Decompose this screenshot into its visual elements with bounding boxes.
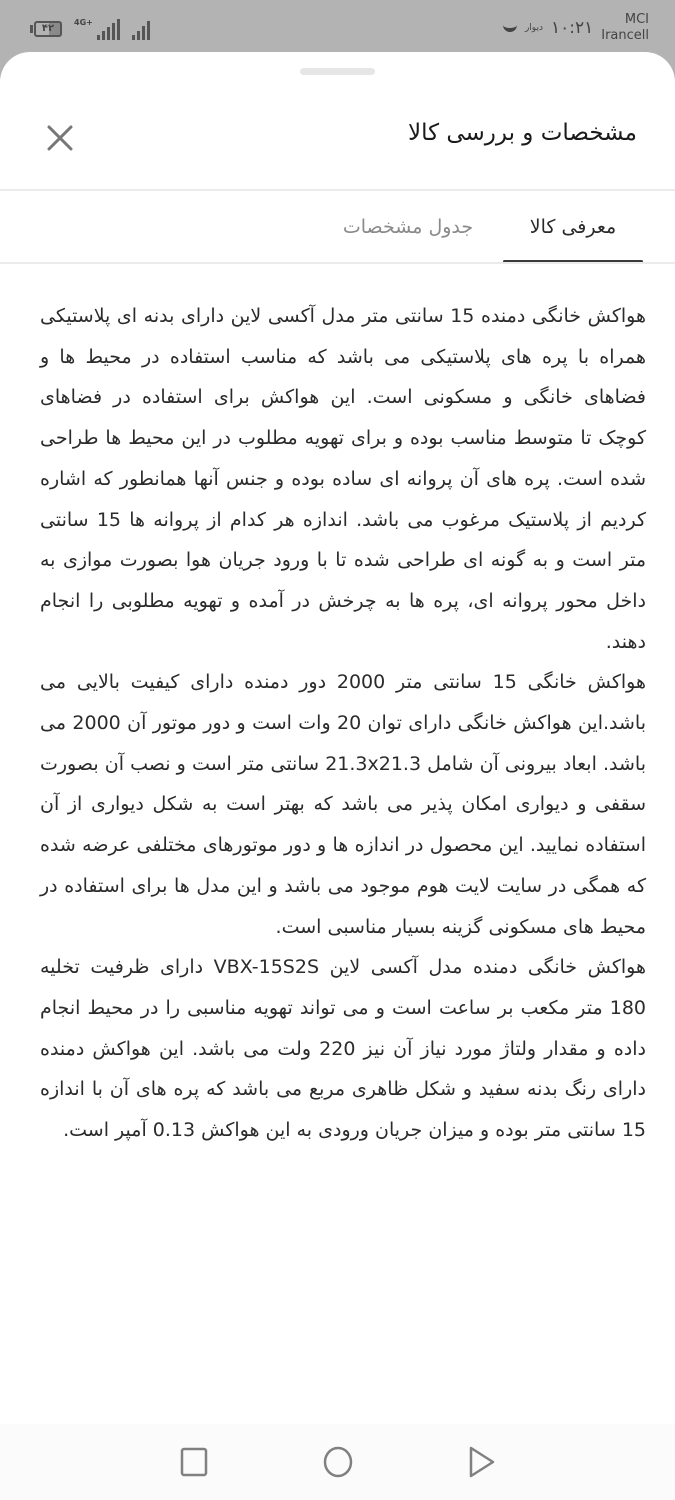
moon-icon <box>503 25 517 32</box>
system-nav-bar <box>0 1424 675 1500</box>
back-triangle-icon <box>464 1444 500 1480</box>
sheet-title: مشخصات و بررسی کالا <box>407 120 637 146</box>
home-circle-icon <box>320 1444 356 1480</box>
description-paragraph: هواکش خانگی 15 سانتی متر 2000 دور دمنده دارای کیفیت بالایی می باشد.این هواکش خانگی دارای توان 20 وات است و دور موتور آن 2000 می باشد. ابعاد بیرونی آن شامل 21.3x21.3 سانتی متر است و نصب آن بصورت سقفی و دیواری امکان پذیر می باشد که بهتر است به شکل دیواری از آن استفاده نمایید. این محصول در اندازه ها و دور موتورهای مختلفی عرضه شده که همگی در سایت لایت هوم موجود می باشد و این مدل ها برای استفاده در محیط های مسکونی گزینه بسیار مناسبی است. <box>40 671 646 938</box>
bottom-sheet <box>0 52 675 1500</box>
carrier-top: MCI <box>624 12 649 27</box>
sheet-header <box>0 100 675 190</box>
battery-level: ۴۲ <box>34 21 62 37</box>
carrier-bottom: Irancell <box>601 28 649 43</box>
carrier-label <box>601 12 649 44</box>
close-button[interactable] <box>44 122 76 154</box>
status-icons-left <box>30 18 150 40</box>
description-paragraph: هواکش خانگی دمنده 15 سانتی متر مدل آکسی لاین دارای بدنه ای پلاستیکی همراه با پره های پلاستیکی می باشد که مناسب استفاده در محیط ها و فضاهای خانگی و مسکونی است. این هواکش برای استفاده در فضاهای کوچک تا متوسط مناسب بوده و برای تهویه مطلوب در این محیط ها طراحی شده است. پره های آن پروانه ای ساده بوده و جنس آنها همانطور که اشاره کردیم از پلاستیک مرغوب می باشد. اندازه هر کدام از پروانه ها 15 سانتی متر است و به گونه ای طراحی شده تا با ورود جریان هوا بصورت موازی به داخل محور پروانه ای، پره ها به چرخش در آمده و تهویه مطلوبی را انجام دهند. <box>40 305 647 653</box>
tab-bar <box>0 191 675 263</box>
lock-label: دیوار <box>524 23 543 33</box>
close-icon <box>44 122 76 154</box>
status-info-right <box>503 12 649 44</box>
network-type-label: 4G+ <box>74 18 93 27</box>
signal-icon-sim2 <box>132 18 150 40</box>
recents-square-icon <box>176 1444 212 1480</box>
status-bar <box>0 0 675 56</box>
drag-handle[interactable] <box>300 68 375 75</box>
description-paragraph: هواکش خانگی دمنده مدل آکسی لاین VBX-15S2S دارای ظرفیت تخلیه 180 متر مکعب بر ساعت است و می تواند تهویه مناسبی را در محیط انجام داده و مقدار ولتاژ مورد نیاز آن نیز 220 ولت می باشد. این هواکش دمنده دارای رنگ بدنه سفید و شکل ظاهری مربع می باشد که پره های آن با اندازه 15 سانتی متر بوده و میزان جریان ورودی به این هواکش 0.13 آمپر است. <box>40 956 646 1142</box>
back-button[interactable] <box>464 1444 500 1480</box>
battery-icon <box>30 21 62 37</box>
clock: ۱۰:۲۱ <box>550 18 594 38</box>
tab-spec-table[interactable]: جدول مشخصات <box>342 216 474 238</box>
home-button[interactable] <box>320 1444 356 1480</box>
tab-product-intro[interactable]: معرفی کالا <box>503 191 643 263</box>
product-description <box>40 296 646 1151</box>
signal-icon-sim1 <box>74 18 120 40</box>
tabs-divider <box>0 262 675 264</box>
recents-button[interactable] <box>176 1444 212 1480</box>
